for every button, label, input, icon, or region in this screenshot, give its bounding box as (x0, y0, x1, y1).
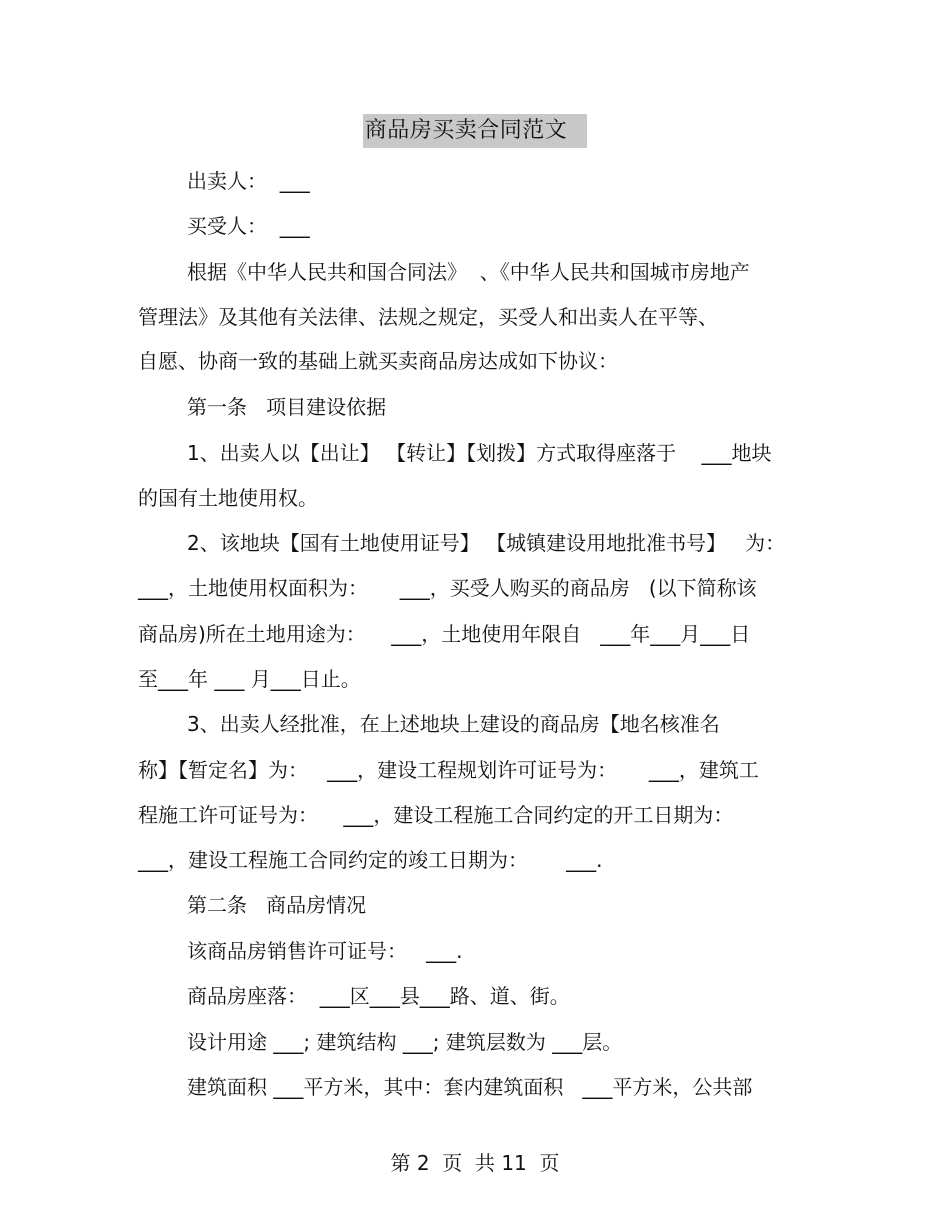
clause-3-line-4: ___，建设工程施工合同约定的竣工日期为： ___. (138, 848, 603, 872)
preamble-line-3: 自愿、协商一致的基础上就买卖商品房达成如下协议： (138, 349, 618, 373)
page-title: 商品房买卖合同范文 (363, 114, 588, 148)
preamble-line-1: 根据《中华人民共和国合同法》 、《中华人民共和国城市房地产 (187, 260, 750, 284)
article-1-heading: 第一条 项目建设依据 (187, 395, 387, 419)
sale-permit-line: 该商品房销售许可证号： ___. (187, 939, 463, 963)
page-footer: 第 2 页 共 11 页 (390, 1151, 560, 1175)
article-2-heading: 第二条 商品房情况 (187, 893, 367, 917)
buyer-line: 买受人： ___ (187, 214, 310, 238)
clause-3-line-1: 3、出卖人经批准，在上述地块上建设的商品房【地名核准名 (187, 712, 720, 736)
clause-1-line-2: 的国有土地使用权。 (138, 486, 318, 510)
preamble-line-2: 管理法》及其他有关法律、法规之规定，买受人和出卖人在平等、 (138, 305, 718, 329)
clause-2-line-1: 2、该地块【国有土地使用证号】 【城镇建设用地批准书号】 为： (187, 531, 786, 555)
clause-2-line-4: 至___年 ___ 月___日止。 (138, 667, 361, 691)
seller-line: 出卖人： ___ (187, 169, 310, 193)
location-line: 商品房座落： ___区___县___路、道、街。 (187, 984, 570, 1008)
clause-1-line-1: 1、出卖人以【出让】 【转让】【划拨】方式取得座落于 ___地块 (187, 441, 772, 465)
title-wrapper (0, 114, 950, 148)
clause-3-line-3: 程施工许可证号为： ___，建设工程施工合同约定的开工日期为： (138, 803, 734, 827)
clause-3-line-2: 称】【暂定名】为： ___，建设工程规划许可证号为： ___，建筑工 (138, 758, 759, 782)
clause-2-line-3: 商品房)所在土地用途为： ___，土地使用年限自 ___年___月___日 (138, 622, 751, 646)
area-line: 建筑面积 ___平方米，其中：套内建筑面积 ___平方米，公共部 (187, 1075, 753, 1099)
clause-2-line-2: ___，土地使用权面积为： ___，买受人购买的商品房 (以下简称该 (138, 576, 757, 600)
design-use-line: 设计用途 ___; 建筑结构 ___; 建筑层数为 ___层。 (187, 1030, 623, 1054)
